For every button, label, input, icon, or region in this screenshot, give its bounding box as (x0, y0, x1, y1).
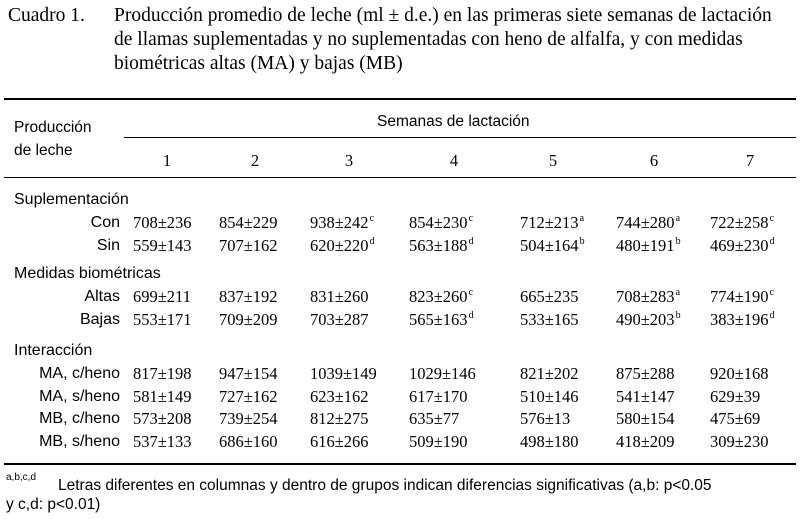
significance-letter: d (769, 235, 775, 247)
cell-value: 537±133 (133, 432, 192, 452)
cell-value: 947±154 (219, 363, 278, 383)
table-cell (310, 364, 377, 384)
table-cell (520, 364, 579, 384)
table-cell (616, 213, 680, 233)
table-cell (310, 287, 369, 307)
table-cell (219, 287, 278, 307)
table-cell (409, 364, 476, 384)
significance-letter: d (369, 235, 375, 247)
significance-letter: b (675, 309, 681, 321)
table-cell (310, 310, 369, 330)
cell-value: 616±266 (310, 432, 369, 452)
table-cell (133, 213, 192, 233)
table-cell (310, 236, 375, 256)
row-label: Bajas (79, 310, 120, 328)
cell-value: 823±260 (409, 286, 468, 306)
cell-value: 854±230 (409, 212, 468, 232)
cell-value: 475±69 (710, 409, 761, 429)
cell-value: 581±149 (133, 386, 192, 406)
table-cell (310, 432, 369, 452)
significance-letter: a (579, 212, 585, 224)
cell-value: 708±236 (133, 212, 192, 232)
cell-value: 383±196 (710, 309, 769, 329)
cell-value: 541±147 (616, 386, 675, 406)
table-cell (409, 310, 474, 330)
group-heading: Suplementación (14, 191, 129, 208)
row-label: MA, s/heno (39, 387, 120, 405)
table-cell (710, 236, 775, 256)
cell-value: 699±211 (133, 286, 191, 306)
cell-value: 510±146 (520, 386, 579, 406)
table-top-rule (4, 98, 796, 100)
significance-letter: d (468, 309, 474, 321)
table-cell (520, 236, 585, 256)
table-cell (520, 213, 584, 233)
caption-label: Cuadro 1. (8, 5, 85, 26)
cell-value: 665±235 (520, 286, 579, 306)
group-heading: Interacción (14, 342, 93, 359)
significance-letter: d (468, 235, 474, 247)
significance-letter: c (369, 212, 375, 224)
row-label: Con (90, 213, 120, 231)
table-cell (616, 310, 681, 330)
cell-value: 480±191 (616, 235, 675, 255)
cell-value: 469±230 (710, 235, 769, 255)
week-header: 3 (344, 151, 354, 170)
footnote-line2: y c,d: p<0.01) (6, 496, 101, 513)
caption-text: Producción promedio de leche (ml ± d.e.) en las primeras siete semanas de lactación de llamas suplementadas y no suplementadas con heno de alfalfa, y con medidas biométricas altas (MA) y bajas (MB) (114, 5, 772, 74)
table-cell (133, 387, 192, 407)
significance-letter: c (769, 286, 775, 298)
table-cell (409, 409, 459, 429)
cell-value: 707±162 (219, 235, 278, 255)
table-cell (219, 310, 278, 330)
cell-value: 576±13 (520, 409, 571, 429)
table-cell (616, 236, 681, 256)
week-header: 2 (250, 151, 260, 170)
stub-header-line2: de leche (14, 142, 73, 159)
cell-value: 1039±149 (310, 363, 377, 383)
cell-value: 722±258 (710, 212, 769, 232)
cell-value: 623±162 (310, 386, 369, 406)
row-label: MB, s/heno (39, 433, 120, 451)
table-cell (310, 409, 369, 429)
table-cell (219, 236, 278, 256)
cell-value: 565±163 (409, 309, 468, 329)
table-cell (616, 432, 675, 452)
table-cell (219, 387, 278, 407)
table-cell (710, 387, 760, 407)
table-cell (409, 432, 468, 452)
row-label: MA, c/heno (39, 364, 120, 382)
stub-header-line1: Producción (14, 119, 92, 136)
cell-value: 553±171 (133, 309, 192, 329)
cell-value: 837±192 (219, 286, 278, 306)
week-header: 6 (649, 151, 659, 170)
table-cell (710, 432, 769, 452)
significance-letter: c (468, 212, 474, 224)
significance-letter: c (468, 286, 474, 298)
table-cell (520, 432, 579, 452)
spanner-rule (124, 137, 796, 138)
cell-value: 563±188 (409, 235, 468, 255)
cell-value: 821±202 (520, 363, 579, 383)
week-header: 5 (548, 151, 558, 170)
cell-value: 744±280 (616, 212, 675, 232)
table-cell (219, 432, 278, 452)
cell-value: 1029±146 (409, 363, 476, 383)
cell-value: 920±168 (710, 363, 769, 383)
cell-value: 739±254 (219, 409, 278, 429)
weeks-spanner: Semanas de lactación (377, 113, 530, 130)
cell-value: 817±198 (133, 363, 192, 383)
significance-letter: d (769, 309, 775, 321)
row-label: Altas (84, 287, 120, 305)
table-cell (409, 387, 468, 407)
cell-value: 418±209 (616, 432, 675, 452)
table-cell (520, 409, 570, 429)
table-cell (616, 387, 675, 407)
table-cell (133, 409, 192, 429)
cell-value: 533±165 (520, 309, 579, 329)
cell-value: 703±287 (310, 309, 369, 329)
table-cell (710, 409, 760, 429)
table-cell (710, 364, 769, 384)
cell-value: 712±213 (520, 212, 579, 232)
table-cell (710, 287, 774, 307)
table-cell (616, 287, 680, 307)
table-cell (133, 236, 192, 256)
table-cell (310, 387, 369, 407)
cell-value: 498±180 (520, 432, 579, 452)
cell-value: 875±288 (616, 363, 675, 383)
table-cell (520, 387, 579, 407)
table-cell (409, 213, 473, 233)
week-header: 1 (162, 151, 172, 170)
table-cell (133, 364, 192, 384)
table-cell (219, 409, 278, 429)
significance-letter: a (675, 286, 681, 298)
cell-value: 504±164 (520, 235, 579, 255)
cell-value: 573±208 (133, 409, 192, 429)
cell-value: 709±209 (219, 309, 278, 329)
week-header: 4 (449, 151, 459, 170)
cell-value: 635±77 (409, 409, 460, 429)
footnote-marker: a,b,c,d (6, 472, 37, 483)
table-cell (133, 287, 191, 307)
cell-value: 559±143 (133, 235, 192, 255)
cell-value: 490±203 (616, 309, 675, 329)
cell-value: 629±39 (710, 386, 761, 406)
cell-value: 727±162 (219, 386, 278, 406)
cell-value: 812±275 (310, 409, 369, 429)
significance-letter: a (675, 212, 681, 224)
header-bottom-rule (4, 177, 796, 178)
table-cell (616, 409, 675, 429)
significance-letter: c (769, 212, 775, 224)
table-cell (219, 364, 278, 384)
cell-value: 774±190 (710, 286, 769, 306)
cell-value: 831±260 (310, 286, 369, 306)
cell-value: 686±160 (219, 432, 278, 452)
table-bottom-rule (4, 463, 796, 465)
table-cell (133, 310, 192, 330)
significance-letter: b (675, 235, 681, 247)
cell-value: 854±229 (219, 212, 278, 232)
table-cell (409, 287, 473, 307)
table-cell (520, 287, 579, 307)
table-cell (219, 213, 278, 233)
table-cell (409, 236, 474, 256)
cell-value: 309±230 (710, 432, 769, 452)
cell-value: 620±220 (310, 235, 369, 255)
cell-value: 580±154 (616, 409, 675, 429)
significance-letter: b (579, 235, 585, 247)
table-cell (710, 213, 774, 233)
row-label: MB, c/heno (39, 410, 120, 428)
table-cell (133, 432, 192, 452)
cell-value: 708±283 (616, 286, 675, 306)
cell-value: 509±190 (409, 432, 468, 452)
group-heading: Medidas biométricas (14, 265, 161, 282)
cell-value: 938±242 (310, 212, 369, 232)
table-cell (616, 364, 675, 384)
week-header: 7 (745, 151, 755, 170)
table-cell (310, 213, 374, 233)
table-cell (710, 310, 775, 330)
row-label: Sin (96, 236, 120, 254)
cell-value: 617±170 (409, 386, 468, 406)
footnote-line1: Letras diferentes en columnas y dentro de grupos indican diferencias significativas (a,b: p<0.05 (58, 477, 712, 494)
table-cell (520, 310, 579, 330)
